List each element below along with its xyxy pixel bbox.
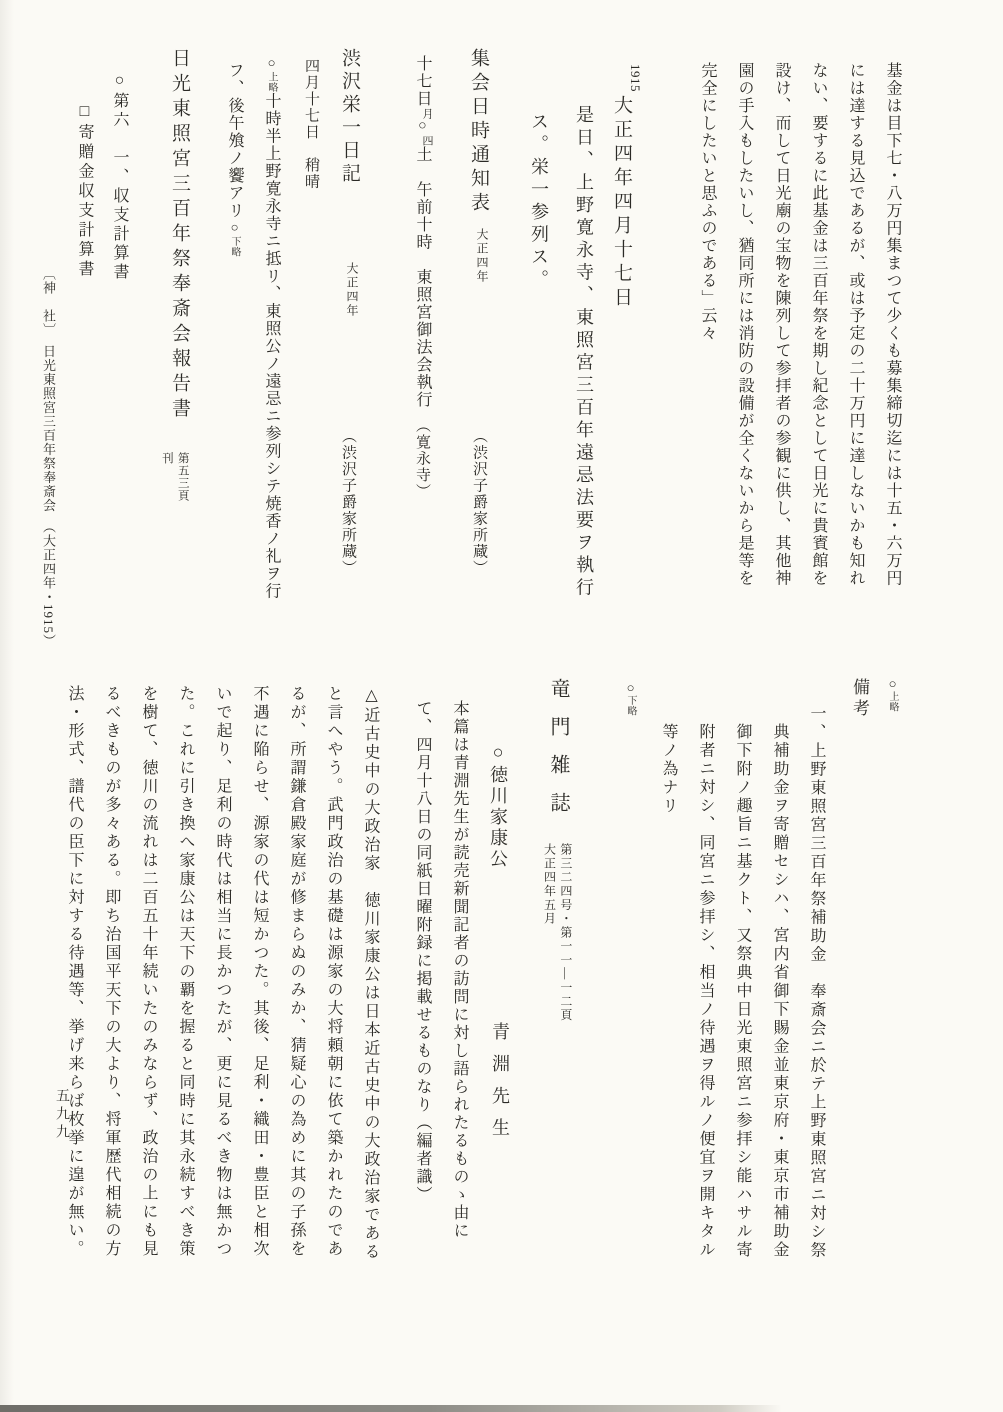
schedule-number-note: 四 bbox=[421, 135, 433, 146]
intro-quote-line-3: ない、要するに此基金は三百年祭を期し紀念として日光に貴賓館を bbox=[810, 62, 827, 587]
schedule-month-note: 月 bbox=[421, 107, 433, 119]
article-body-line-3: るが、所謂鎌倉殿家庭が修まらぬのみか、猜疑心の為めに其の子孫を bbox=[288, 685, 305, 1259]
diary-body-line-1 bbox=[263, 55, 279, 600]
entry-text-line-2: ス。栄一参列ス。 bbox=[529, 112, 549, 292]
omission-circle: ○ bbox=[264, 55, 279, 72]
entry-date-heading: 大正四年四月十七日 bbox=[611, 95, 632, 311]
article-body-line-8: るべきものが多々ある。即ち治国平天下の大より、将軍歴代相続の方 bbox=[103, 685, 120, 1259]
omission-circle: ○ bbox=[227, 219, 242, 236]
schedule-weekday-time: 土 午前十時 東照宮御法会執行 bbox=[414, 146, 431, 409]
schedule-circle-mark: ○ bbox=[415, 118, 430, 135]
remarks-line-2: 典補助金ヲ寄贈セシハ、宮内省御下賜金並東京府・東京市補助金 bbox=[771, 723, 788, 1260]
report-subitem-line: □寄贈金収支計算書 bbox=[76, 103, 93, 280]
spacer bbox=[422, 409, 423, 418]
omission-circle: ○ bbox=[623, 680, 638, 695]
diary-weather-line: 四月十七日 稍晴 bbox=[303, 58, 319, 190]
diary-body-line-2 bbox=[226, 62, 242, 257]
report-title: 日光東照宮三百年祭奉斎会報告書 bbox=[169, 48, 190, 423]
intro-quote-line-5: 園の手入もしたいし、猶同所には消防の設備が全くないから是等を bbox=[736, 62, 753, 587]
omission-note-bottom: 下略 bbox=[625, 695, 636, 716]
intro-quote-line-2: には達する見込であるが、或は予定の二十万円に達しないかも知れ bbox=[847, 62, 864, 587]
magazine-date: 大正四年五月 bbox=[542, 843, 557, 926]
article-byline: 青淵先生 bbox=[490, 1022, 510, 1150]
magazine-issue-pages: 第三二四号・第一一―一二頁 bbox=[558, 843, 573, 1023]
section-label: 〔神 社〕 日光東照宮三百年祭奉斎会 （大正四年・1915） bbox=[41, 267, 56, 648]
page-number: 五九九 bbox=[54, 1088, 69, 1142]
remarks-omit-bottom bbox=[622, 680, 638, 716]
omission-note-top: 上略 bbox=[266, 71, 277, 93]
magazine-title: 竜門雑誌 bbox=[547, 678, 569, 830]
notice-owner: （渋沢子爵家所蔵） bbox=[471, 428, 487, 577]
remarks-line-3: 御下附ノ趣旨ニ基クト、又祭典中日光東照宮ニ参拝シ能ハサル寄 bbox=[734, 723, 751, 1260]
intro-quote-line-4: 設け、而して日光廟の宝物を陳列して参拝者の参観に供し、其他神 bbox=[773, 62, 790, 587]
schedule-day: 十七日 bbox=[414, 55, 431, 108]
article-body-line-6: た。これに引き換へ家康公は天下の覇を握ると同時に其永続すべき策 bbox=[177, 685, 194, 1259]
diary-line1-text: 十時半上野寛永寺ニ抵リ、東照公ノ遠忌ニ参列シテ焼香ノ礼ヲ行 bbox=[263, 92, 280, 600]
diary-year: 大正四年 bbox=[345, 262, 359, 318]
diary-owner: （渋沢子爵家所蔵） bbox=[340, 428, 356, 577]
schedule-venue: （寛永寺） bbox=[414, 417, 430, 500]
magazine-issue-note bbox=[542, 843, 572, 1022]
report-item-line: ○第六 一、収支計算書 bbox=[111, 72, 128, 282]
entry-year-western: 1915 bbox=[628, 64, 643, 92]
editor-note-line-2: て、四月十八日の同紙日曜附録に掲載せるものなり（編者識） bbox=[414, 700, 431, 1204]
report-pub-mark: 刊 bbox=[160, 452, 173, 465]
notice-year: 大正四年 bbox=[475, 228, 489, 284]
article-body-line-2: と言へやう。武門政治の基礎は源家の大将頼朝に依て築かれたのであ bbox=[325, 685, 342, 1259]
article-body-line-9: 法・形式、譜代の臣下に対する待遇等、挙げ来らば枚挙に遑が無い。 bbox=[66, 685, 83, 1259]
remarks-line-1: 一、上野東照宮三百年祭補助金 奉斎会ニ於テ上野東照宮ニ対シ祭 bbox=[808, 705, 825, 1260]
remarks-omit-top bbox=[884, 676, 900, 712]
article-body-line-4: 不遇に陥らせ、源家の代は短かつた。其後、足利・織田・豊臣と相次 bbox=[251, 685, 268, 1259]
remarks-heading: 備考 bbox=[850, 678, 869, 720]
article-body-line-1: △近古史中の大政治家 徳川家康公は日本近古史中の大政治家である bbox=[362, 685, 379, 1262]
remarks-line-4: 附者ニ対シ、同宮ニ参拝シ、相当ノ待遇ヲ得ルノ便宜ヲ開キタル bbox=[697, 723, 714, 1260]
notice-title: 集会日時通知表 bbox=[468, 48, 489, 216]
entry-text-line-1: 是日、上野寛永寺、東照宮三百年遠忌法要ヲ執行 bbox=[574, 105, 594, 600]
article-body-line-5: いで起り、足利の時代は相当に長かつたが、更に見るべき物は無かつ bbox=[214, 685, 231, 1259]
article-body-line-7: を樹て、徳川の流れは二百五十年続いたのみならず、政治の上にも見 bbox=[140, 685, 157, 1259]
diary-title: 渋沢栄一日記 bbox=[339, 48, 360, 186]
intro-quote-line-1: 基金は目下七・八万円集まつて少くも募集締切迄には十五・六万円 bbox=[884, 62, 901, 587]
intro-quote-line-6: 完全にしたいと思ふのである」云々 bbox=[699, 62, 716, 342]
scan-edge-artifact bbox=[0, 1405, 782, 1412]
report-pageref-note bbox=[160, 452, 189, 502]
omission-note-top: 上略 bbox=[887, 691, 898, 712]
report-page-ref: 第五三頁 bbox=[176, 452, 189, 502]
notice-schedule-line bbox=[414, 55, 433, 500]
article-title: ○徳川家康公 bbox=[488, 742, 508, 870]
omission-note-bottom: 下略 bbox=[229, 236, 240, 257]
diary-line2-text: フ、後午飧ノ饗アリ bbox=[226, 62, 243, 220]
remarks-line-5: 等ノ為ナリ bbox=[660, 723, 677, 816]
editor-note-line-1: 本篇は青淵先生が読売新聞記者の訪問に対し語られたるものゝ由に bbox=[451, 700, 468, 1240]
omission-circle: ○ bbox=[885, 676, 900, 691]
